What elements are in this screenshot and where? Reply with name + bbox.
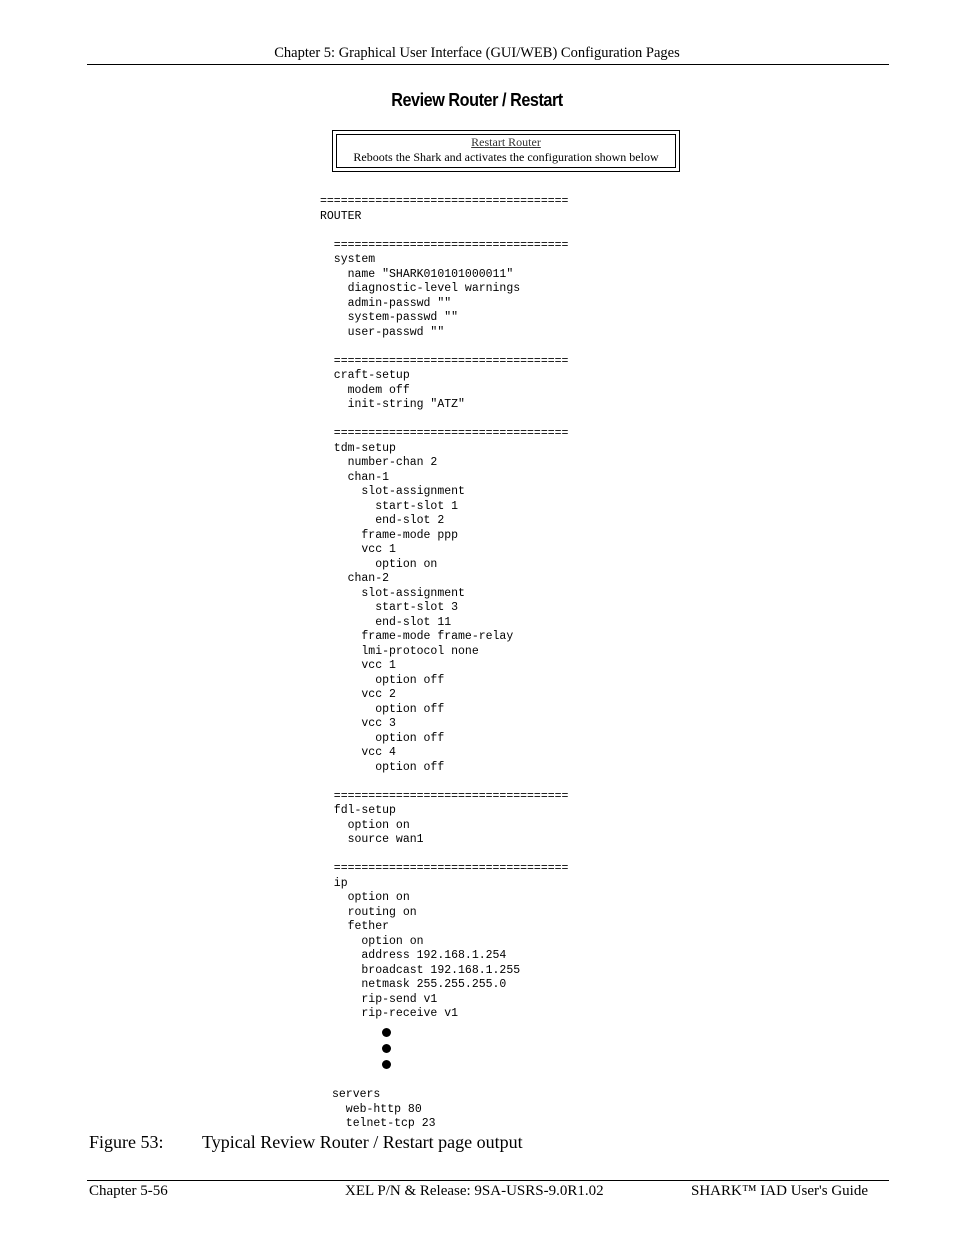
ellipsis-dot-icon — [382, 1028, 391, 1037]
footer-release: XEL P/N & Release: 9SA-USRS-9.0R1.02 — [345, 1183, 604, 1199]
footer-rule — [87, 1180, 889, 1181]
footer-guide-title: SHARK™ IAD User's Guide — [691, 1183, 868, 1199]
page-title: Review Router / Restart — [391, 90, 563, 110]
servers-config-output: servers web-http 80 telnet-tcp 23 — [332, 1088, 436, 1130]
restart-router-button[interactable] — [336, 134, 676, 168]
figure-caption-text: Typical Review Router / Restart page output — [202, 1132, 523, 1152]
restart-router-link[interactable]: Restart Router — [471, 135, 541, 149]
ellipsis-dot-icon — [382, 1060, 391, 1069]
restart-router-description: Reboots the Shark and activates the configuration shown below — [353, 150, 659, 164]
header-rule — [87, 64, 889, 65]
figure-label: Figure 53: — [89, 1132, 164, 1152]
router-config-output: ==================================== ROUTER ================================== system name "SHARK010101000011" diagnostic-level warnings admin-passwd "" system-passwd "" user-passwd "" ================================== craft-setup modem off init-string "ATZ" ================================== tdm-setup number-chan 2 chan-1 slot-assignment start-slot 1 end-slot 2 frame-mode ppp vcc 1 option on chan-2 slot-assignment start-slot 3 end-slot 11 frame-mode frame-relay lmi-protocol none vcc 1 option off vcc 2 option off vcc 3 option off vcc 4 option off ================================== fdl-setup option on source wan1 ================================== ip option on routing on fether option on address 192.168.1.254 broadcast 192.168.1.255 netmask 255.255.255.0 rip-send v1 rip-receive v1 — [320, 195, 569, 1020]
ellipsis-dot-icon — [382, 1044, 391, 1053]
figure-caption — [89, 1132, 523, 1153]
ellipsis-dots — [382, 1028, 392, 1076]
page-header: Chapter 5: Graphical User Interface (GUI/WEB) Configuration Pages — [274, 45, 680, 61]
restart-router-box — [332, 130, 680, 172]
footer-page-number: Chapter 5-56 — [89, 1183, 168, 1199]
